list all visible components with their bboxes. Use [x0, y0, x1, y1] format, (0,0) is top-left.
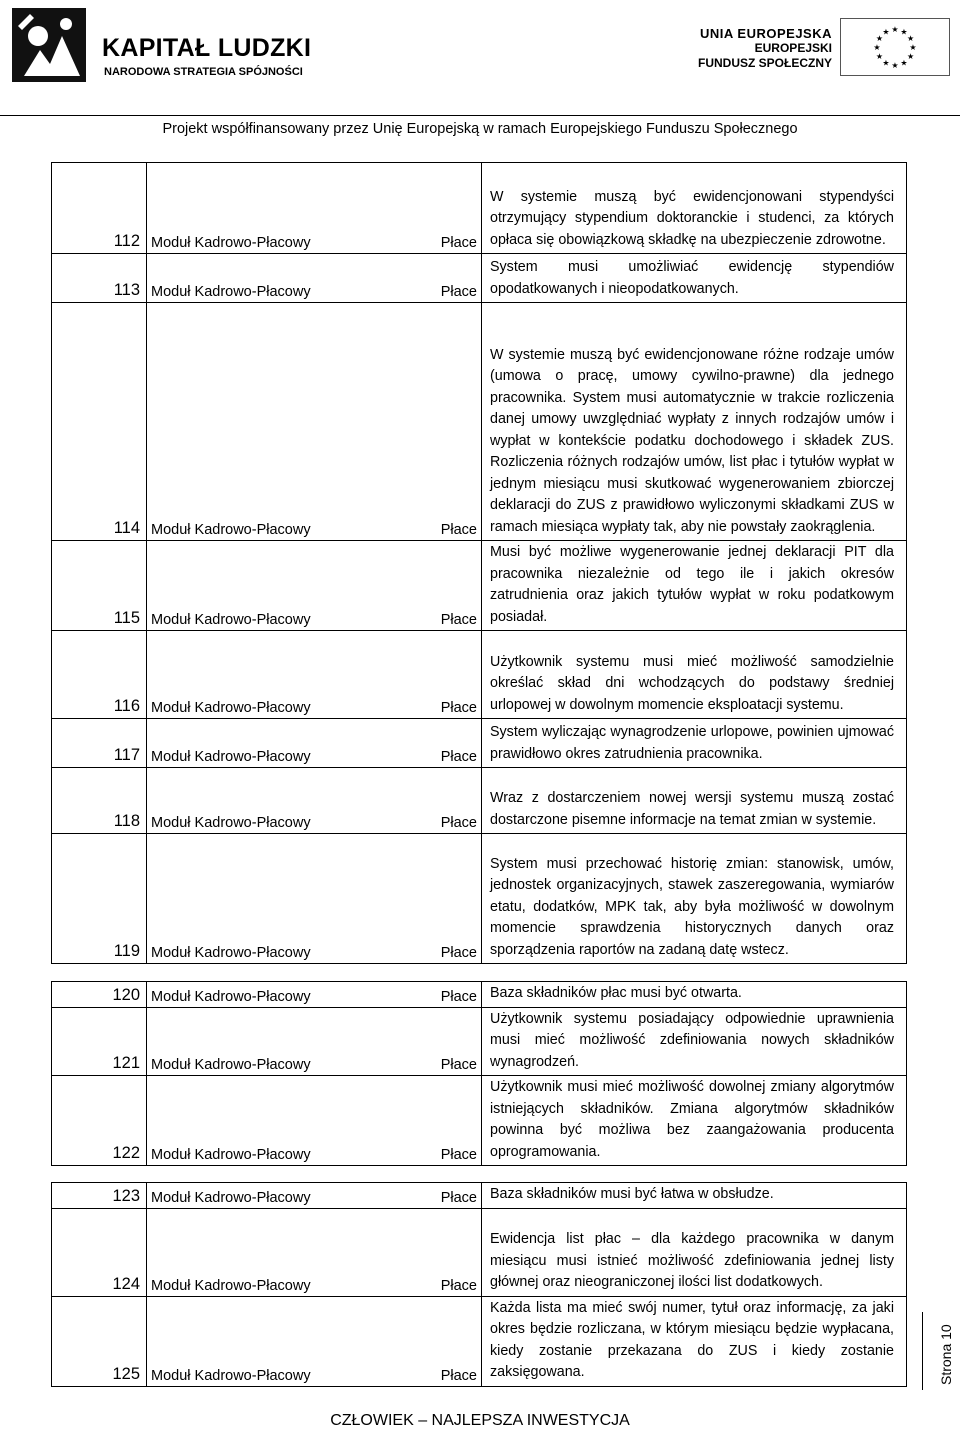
- table-row: [52, 982, 907, 1008]
- eu-line-1: UNIA EUROPEJSKA: [700, 26, 832, 41]
- module-name: Moduł Kadrowo-Płacowy: [151, 945, 311, 961]
- eu-star-icon: ★: [875, 34, 883, 43]
- eu-line-3: FUNDUSZ SPOŁECZNY: [697, 56, 832, 70]
- module-cell: [147, 1183, 482, 1209]
- row-number: 125: [52, 1296, 147, 1386]
- logo-subtitle: NARODOWA STRATEGIA SPÓJNOŚCI: [104, 66, 303, 78]
- eu-star-icon: ★: [873, 43, 881, 52]
- project-cofinancing-line: Projekt współfinansowany przez Unię Europejską w ramach Europejskiego Funduszu Społecznego: [162, 121, 798, 137]
- eu-star-icon: ★: [907, 34, 915, 43]
- module-name: Moduł Kadrowo-Płacowy: [151, 1367, 311, 1384]
- module-cell: [147, 719, 482, 768]
- row-number: 115: [52, 541, 147, 631]
- table-row: [52, 1007, 907, 1076]
- module-cell: [147, 541, 482, 631]
- row-number: 116: [52, 631, 147, 719]
- row-number: 120: [52, 982, 147, 1008]
- module-name: Moduł Kadrowo-Płacowy: [151, 700, 311, 716]
- eu-star-icon: ★: [891, 61, 899, 70]
- module-cell: [147, 1007, 482, 1076]
- area-name: Płace: [440, 235, 477, 251]
- module-name: Moduł Kadrowo-Płacowy: [151, 815, 311, 831]
- row-number: 122: [52, 1076, 147, 1166]
- eu-star-icon: ★: [891, 25, 899, 34]
- row-number: 124: [52, 1208, 147, 1296]
- module-name: Moduł Kadrowo-Płacowy: [151, 1189, 311, 1206]
- row-number: 119: [52, 834, 147, 964]
- table-row: [52, 254, 907, 303]
- requirement-description: Ewidencja list płac – dla każdego pracownika w danym miesiącu musi istnieć możliwość zdefiniowania jednej listy głównej oraz nieograniczonej ilości list dodatkowych.: [482, 1208, 907, 1296]
- area-name: Płace: [440, 815, 477, 831]
- area-name: Płace: [440, 1147, 477, 1163]
- module-name: Moduł Kadrowo-Płacowy: [151, 284, 311, 300]
- eu-line-2: EUROPEJSKI: [754, 41, 832, 55]
- module-name: Moduł Kadrowo-Płacowy: [151, 235, 311, 251]
- area-name: Płace: [440, 1189, 477, 1206]
- module-cell: [147, 1296, 482, 1386]
- row-number: 117: [52, 719, 147, 768]
- requirements-table-3: [51, 1182, 906, 1387]
- requirement-description: Baza składników płac musi być otwarta.: [482, 982, 907, 1008]
- module-name: Moduł Kadrowo-Płacowy: [151, 1057, 311, 1073]
- eu-logo: [697, 18, 950, 76]
- eu-logo-text: [698, 26, 832, 71]
- requirement-description: W systemie muszą być ewidencjonowani stypendyści otrzymujący stypendium doktoranckie i studenci, za których opłaca się obowiązkową składkę na ubezpieczenie zdrowotne.: [482, 163, 907, 254]
- module-cell: [147, 768, 482, 834]
- module-name: Moduł Kadrowo-Płacowy: [151, 1277, 311, 1294]
- requirement-description: System musi umożliwiać ewidencję stypendiów opodatkowanych i nieopodatkowanych.: [482, 254, 907, 303]
- table-row: [52, 1296, 907, 1386]
- requirement-description: W systemie muszą być ewidencjonowane różne rodzaje umów (umowa o pracę, umowy cywilno-prawne) dla jednego pracownika. System musi automatycznie w trakcie rozliczenia danej umowy uwzględniać wypłaty z innych rodzajów umów i wypłat w kontekście podatku dochodowego i składek ZUS. Rozliczenia różnych rodzajów umów, list płac i tytułów wypłat w jednym miesiącu musi skutkować wygenerowaniem zbiorczej deklaracji do ZUS z prawidłowo wyliczonymi składkami ZUS w ramach miesiąca wypłaty tak, aby nie powstały zaokrąglenia.: [482, 303, 907, 541]
- requirement-description: System wyliczając wynagrodzenie urlopowe, powinien ujmować prawidłowo okres zatrudnienia pracownika.: [482, 719, 907, 768]
- eu-flag-icon: [840, 18, 950, 76]
- eu-star-icon: ★: [900, 27, 908, 37]
- requirement-description: Użytkownik musi mieć możliwość dowolnej zmiany algorytmów istniejących składników. Zmiana algorytmów składników powinna być możliwa bez zaangażowania producenta oprogramowania.: [482, 1076, 907, 1166]
- header-divider: [0, 115, 960, 116]
- requirement-description: Wraz z dostarczeniem nowej wersji systemu muszą zostać dostarczone pisemne informacje na temat zmian w systemie.: [482, 768, 907, 834]
- module-cell: [147, 1076, 482, 1166]
- table-row: [52, 303, 907, 541]
- area-name: Płace: [440, 1057, 477, 1073]
- requirement-description: Każda lista ma mieć swój numer, tytuł oraz informację, za jaki okres będzie rozliczana, w którym miesiącu będzie wypłacana, kiedy zostanie przekazana do ZUS i kiedy zostanie zaksięgowana.: [482, 1296, 907, 1386]
- area-name: Płace: [440, 749, 477, 765]
- module-cell: [147, 254, 482, 303]
- row-number: 123: [52, 1183, 147, 1209]
- module-cell: [147, 982, 482, 1008]
- area-name: Płace: [440, 612, 477, 628]
- module-cell: [147, 834, 482, 964]
- kapital-ludzki-logo: [10, 6, 310, 86]
- logo-title: KAPITAŁ LUDZKI: [102, 34, 312, 62]
- table-row: [52, 1183, 907, 1209]
- eu-star-icon: ★: [875, 52, 883, 61]
- requirement-description: Baza składników musi być łatwa w obsłudze.: [482, 1183, 907, 1209]
- row-number: 114: [52, 303, 147, 541]
- row-number: 113: [52, 254, 147, 303]
- row-number: 118: [52, 768, 147, 834]
- area-name: Płace: [440, 700, 477, 716]
- table-row: [52, 1208, 907, 1296]
- module-name: Moduł Kadrowo-Płacowy: [151, 749, 311, 765]
- area-name: Płace: [440, 1277, 477, 1294]
- table-row: [52, 834, 907, 964]
- requirements-table-2: [51, 981, 906, 1166]
- eu-star-icon: ★: [909, 43, 917, 52]
- requirement-description: Użytkownik systemu posiadający odpowiednie uprawnienia musi mieć możliwość zdefiniowania nowych składników wynagrodzeń.: [482, 1007, 907, 1076]
- eu-star-icon: ★: [900, 58, 908, 68]
- eu-star-icon: ★: [882, 58, 890, 68]
- table-row: [52, 163, 907, 254]
- kapital-ludzki-emblem-icon: [10, 6, 88, 84]
- table-row: [52, 1076, 907, 1166]
- module-name: Moduł Kadrowo-Płacowy: [151, 612, 311, 628]
- module-name: Moduł Kadrowo-Płacowy: [151, 988, 311, 1005]
- eu-star-icon: ★: [882, 27, 890, 37]
- area-name: Płace: [440, 522, 477, 538]
- module-cell: [147, 1208, 482, 1296]
- eu-star-icon: ★: [907, 52, 915, 61]
- area-name: Płace: [440, 988, 477, 1005]
- requirement-description: System musi przechować historię zmian: stanowisk, umów, jednostek organizacyjnych, stawek zaszeregowania, wymiarów etatu, dodatków, MPK tak, aby była możliwość w dowolnym momencie sprawdzenia historycznych danych oraz sporządzenia raportów na zadaną datę wstecz.: [482, 834, 907, 964]
- area-name: Płace: [440, 945, 477, 961]
- page-number: Strona 10: [938, 1324, 954, 1385]
- table-row: [52, 768, 907, 834]
- page-number-divider: [922, 1312, 923, 1390]
- requirements-table-1: [51, 162, 906, 964]
- requirement-description: Musi być możliwe wygenerowanie jednej deklaracji PIT dla pracownika niezależnie od tego ile i jakich okresów zatrudnienia oraz jakich tytułów wypłat w roku podatkowym posiadał.: [482, 541, 907, 631]
- module-name: Moduł Kadrowo-Płacowy: [151, 522, 311, 538]
- module-cell: [147, 163, 482, 254]
- table-row: [52, 631, 907, 719]
- module-name: Moduł Kadrowo-Płacowy: [151, 1147, 311, 1163]
- area-name: Płace: [440, 1367, 477, 1384]
- requirement-description: Użytkownik systemu musi mieć możliwość samodzielnie określać skład dni wchodzących do podstawy średniej urlopowej w dowolnym momencie eksploatacji systemu.: [482, 631, 907, 719]
- row-number: 112: [52, 163, 147, 254]
- module-cell: [147, 631, 482, 719]
- table-row: [52, 541, 907, 631]
- table-row: [52, 719, 907, 768]
- row-number: 121: [52, 1007, 147, 1076]
- area-name: Płace: [440, 284, 477, 300]
- footer-slogan: CZŁOWIEK – NAJLEPSZA INWESTYCJA: [330, 1412, 630, 1429]
- module-cell: [147, 303, 482, 541]
